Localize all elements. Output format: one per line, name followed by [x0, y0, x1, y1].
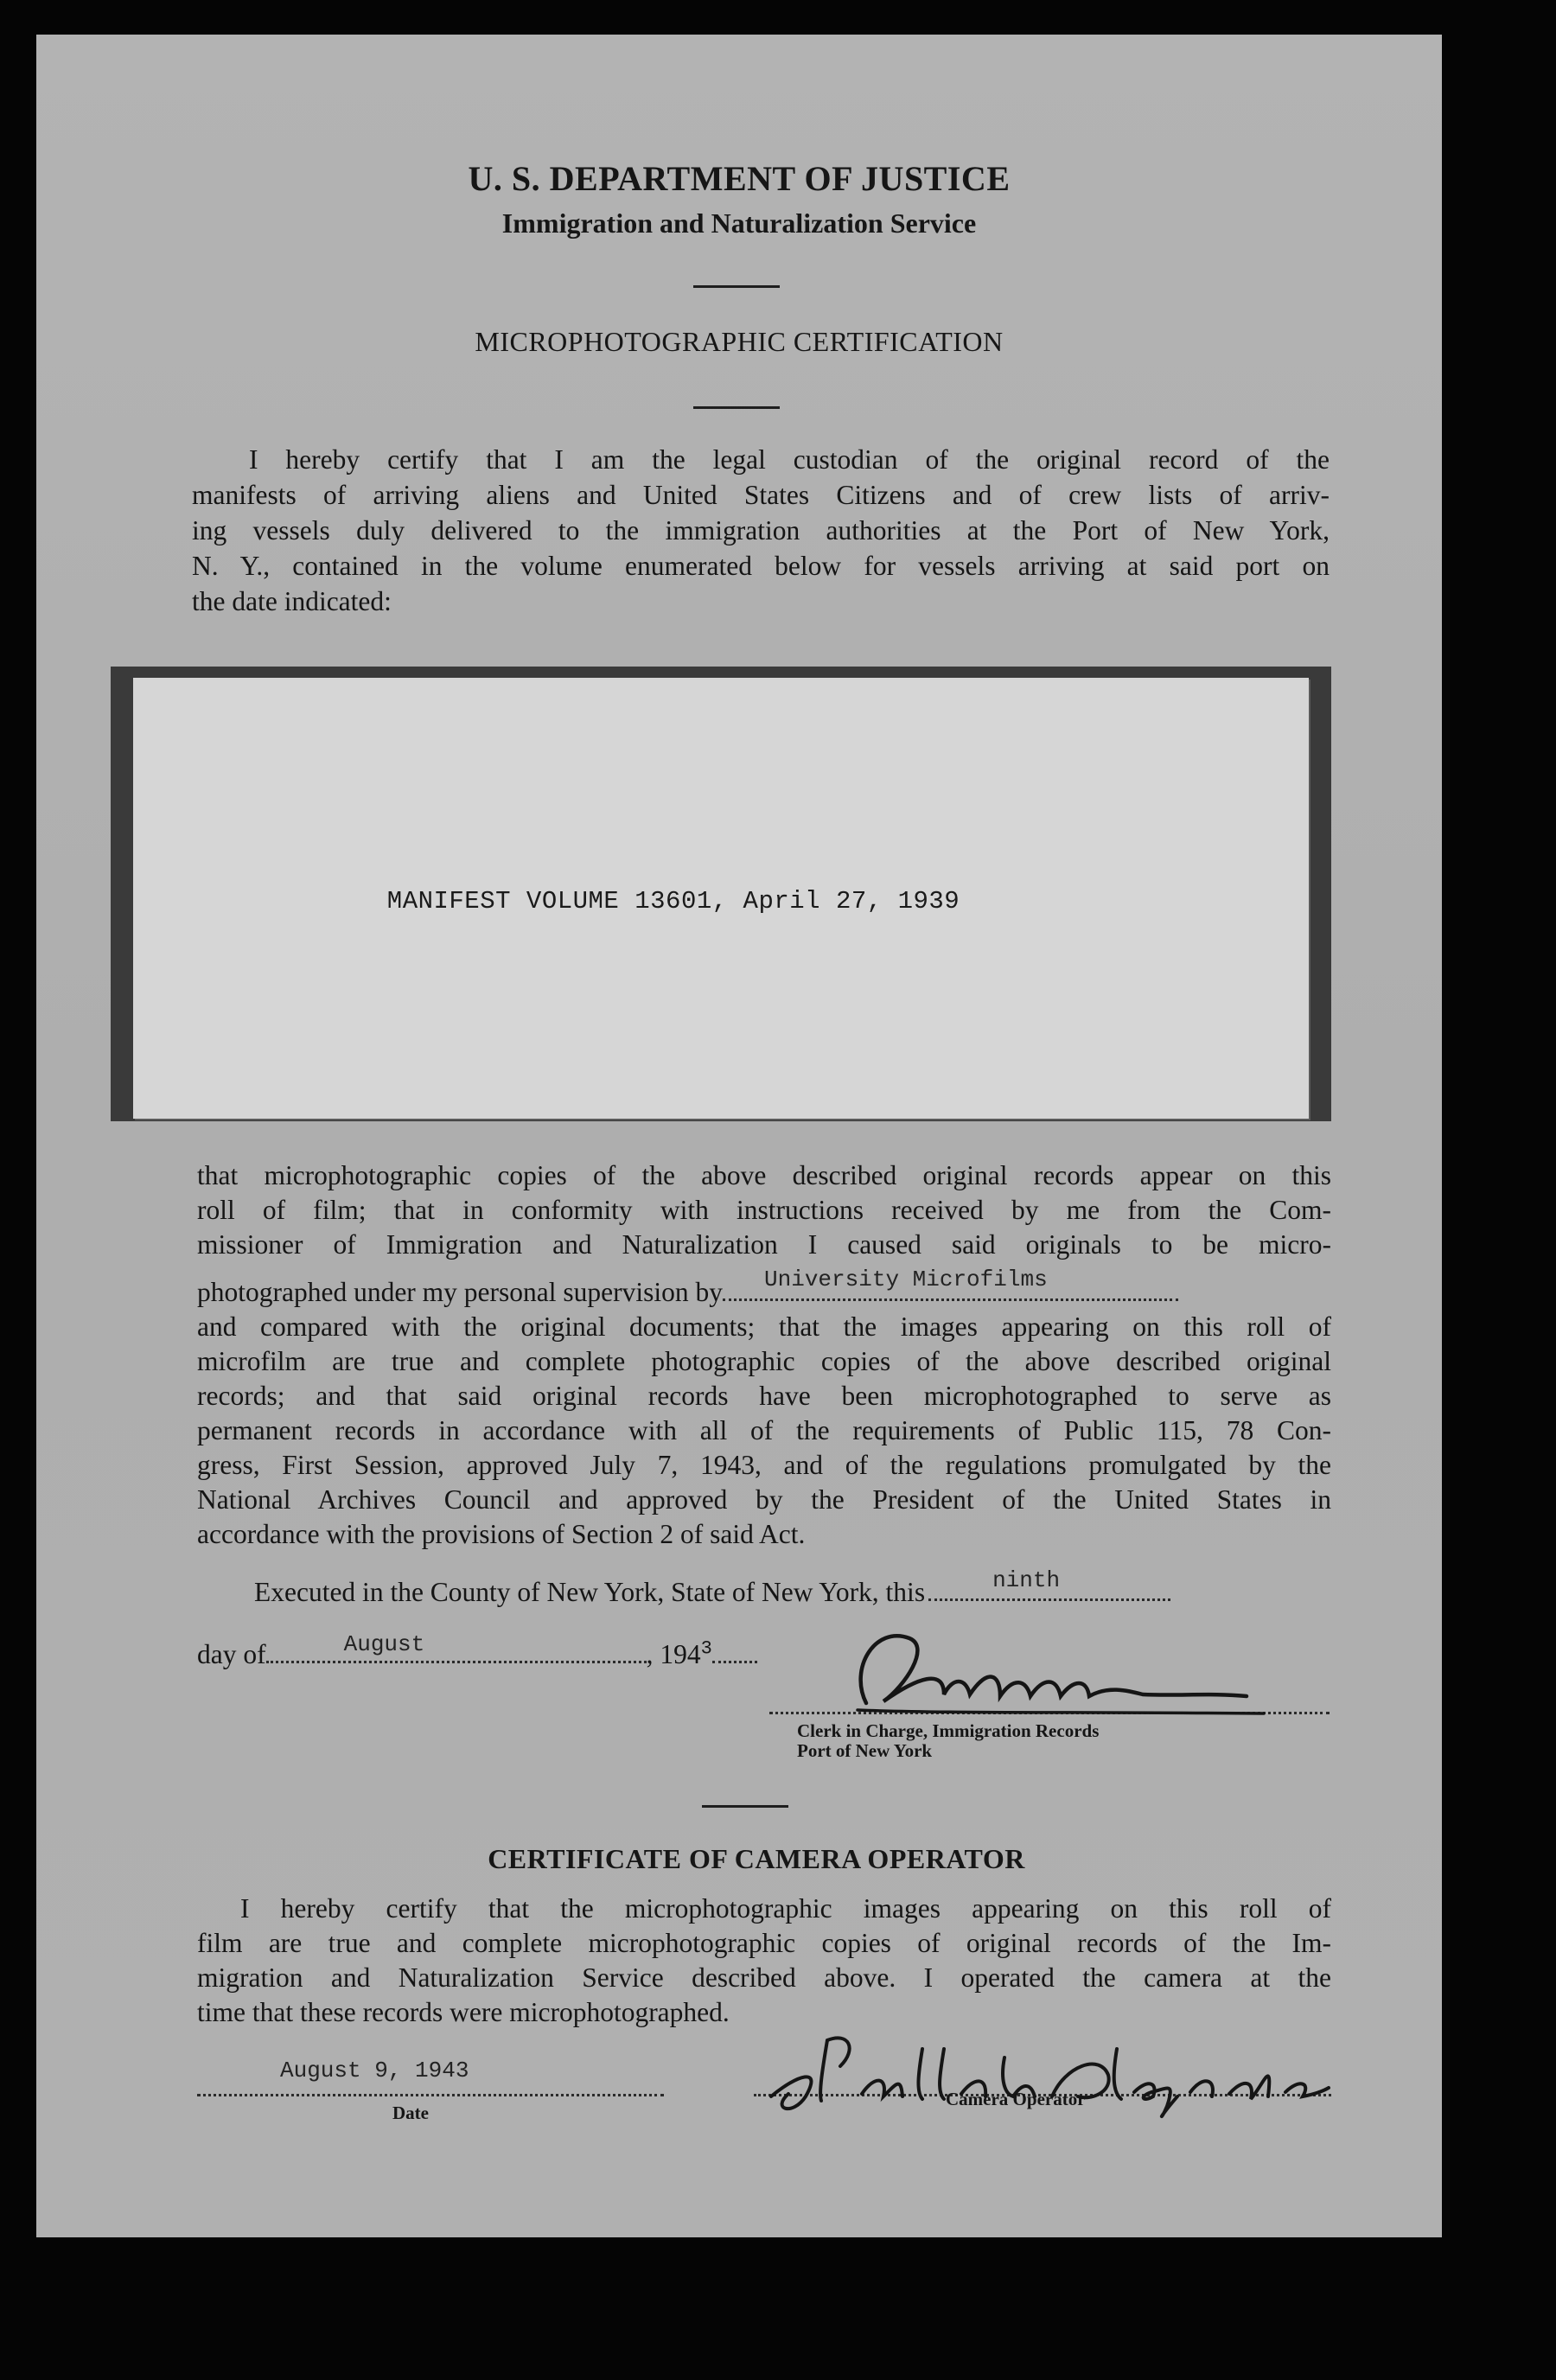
month-typed-value: August [343, 1631, 425, 1657]
text-line: National Archives Council and approved by the President of the United States in [197, 1484, 1331, 1515]
service-heading: Immigration and Naturalization Service [501, 207, 977, 239]
supervision-prefix: photographed under my personal supervision by [197, 1277, 724, 1307]
text-line: the date indicated: [192, 586, 392, 616]
day-of-line [197, 1631, 757, 1670]
supervision-blank [723, 1267, 1178, 1301]
day-typed-value: ninth [992, 1567, 1061, 1593]
divider [702, 1805, 788, 1808]
text-line: permanent records in accordance with all of the requirements of Public 115, 78 Con- [197, 1415, 1331, 1445]
date-typed-value: August 9, 1943 [280, 2058, 469, 2083]
text-line: accordance with the provisions of Section 2 of said Act. [197, 1519, 806, 1549]
day-blank [928, 1567, 1170, 1601]
supervision-typed-value: University Microfilms [764, 1267, 1048, 1292]
text-line: records; and that said original records have been microphotographed to serve as [197, 1381, 1331, 1411]
year-prefix: , 194 [646, 1639, 701, 1669]
document-title: MICROPHOTOGRAPHIC CERTIFICATION [475, 326, 1004, 357]
month-blank [266, 1631, 647, 1663]
text-line: and compared with the original documents; that the images appearing on this roll of [197, 1311, 1331, 1342]
clerk-title-line1: Clerk in Charge, Immigration Records [797, 1720, 1100, 1741]
text-line: N. Y., contained in the volume enumerated below for vessels arriving at said port on [192, 551, 1330, 581]
text-line: roll of film; that in conformity with instructions received by me from the Com- [197, 1195, 1331, 1225]
manifest-volume-text: MANIFEST VOLUME 13601, April 27, 1939 [386, 887, 960, 916]
operator-signature [745, 2014, 1333, 2135]
body-paragraph [197, 1158, 1331, 1552]
operator-label: Camera Operator [946, 2089, 1086, 2109]
text-line: missioner of Immigration and Naturalization I caused said originals to be micro- [197, 1229, 1331, 1260]
camera-certificate-title: CERTIFICATE OF CAMERA OPERATOR [488, 1843, 1025, 1874]
execution-prefix: Executed in the County of New York, State of New York, this [254, 1577, 926, 1607]
text-line: I hereby certify that the microphotographic images appearing on this roll of [240, 1893, 1331, 1924]
text-line: ing vessels duly delivered to the immigration authorities at the Port of New York, [192, 515, 1330, 546]
text-line: I hereby certify that I am the legal custodian of the original record of the [249, 444, 1330, 475]
date-line [197, 2092, 664, 2096]
supervision-line [197, 1267, 1331, 1310]
text-line: microfilm are true and complete photographic copies of the above described original [197, 1346, 1331, 1376]
intro-paragraph [192, 442, 1330, 619]
year-digit: 3 [700, 1637, 712, 1660]
camera-paragraph [197, 1892, 1331, 2030]
date-label: Date [392, 2102, 429, 2123]
certificate-page [36, 35, 1442, 2237]
execution-line [254, 1567, 1170, 1608]
text-line: gress, First Session, approved July 7, 1943, and of the regulations promulgated by the [197, 1450, 1331, 1480]
text-line: time that these records were microphotographed. [197, 1997, 730, 2027]
agency-heading: U. S. DEPARTMENT OF JUSTICE [468, 159, 1011, 198]
text-line: film are true and complete microphotographic copies of original records of the Im- [197, 1928, 1331, 1958]
clerk-signature [814, 1617, 1298, 1729]
text-line: migration and Naturalization Service described above. I operated the camera at the [197, 1962, 1331, 1993]
day-of-label: day of [197, 1639, 266, 1669]
manifest-slip [133, 678, 1309, 1119]
clerk-title-line2: Port of New York [797, 1740, 933, 1761]
text-line: manifests of arriving aliens and United States Citizens and of crew lists of arriv- [192, 480, 1330, 510]
divider [693, 285, 780, 288]
divider [693, 406, 780, 409]
text-line: that microphotographic copies of the above described original records appear on this [197, 1160, 1331, 1190]
year-blank [712, 1635, 757, 1663]
